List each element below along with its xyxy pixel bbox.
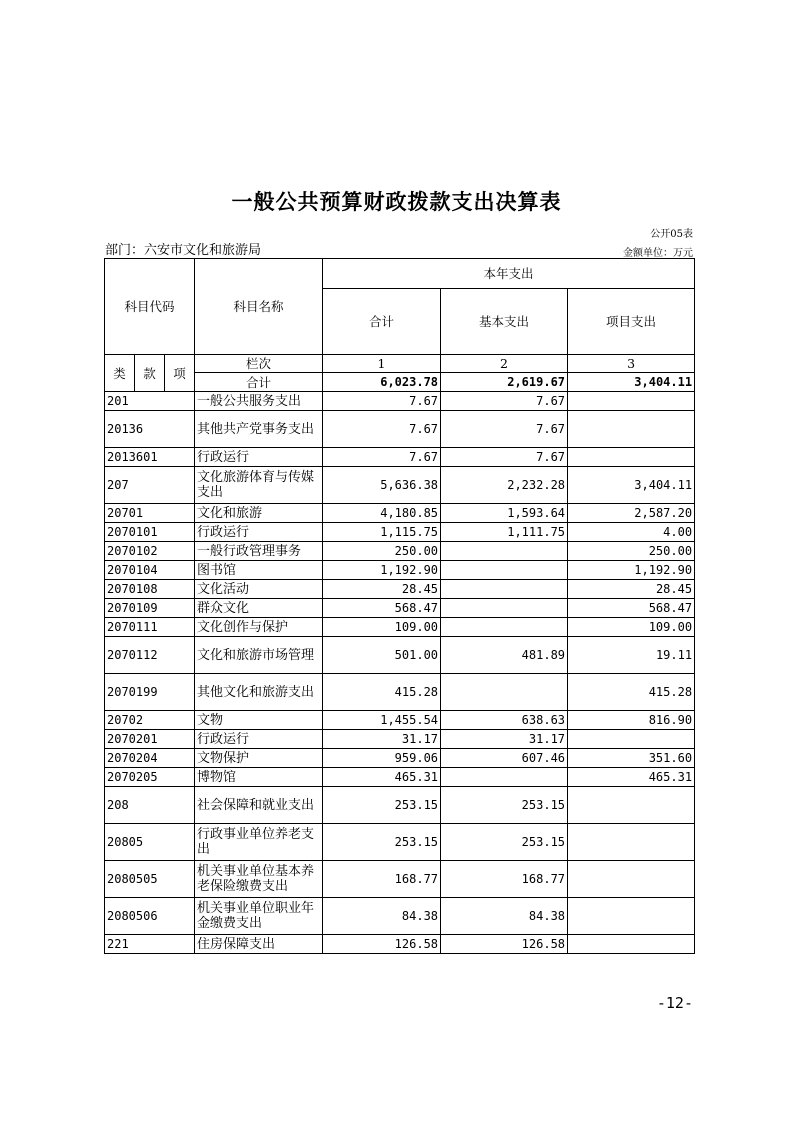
row-total: 501.00 [323, 637, 441, 674]
row-name: 群众文化 [195, 599, 323, 618]
table-row [105, 448, 695, 467]
row-total: 4,180.85 [323, 504, 441, 523]
table-row [105, 618, 695, 637]
table-row [105, 599, 695, 618]
row-basic: 638.63 [441, 711, 568, 730]
row-total: 5,636.38 [323, 467, 441, 504]
row-basic [441, 580, 568, 599]
header-basic: 基本支出 [441, 289, 568, 355]
row-total: 959.06 [323, 749, 441, 768]
row-name: 文化活动 [195, 580, 323, 599]
header-kuan: 款 [135, 355, 165, 392]
table-row [105, 935, 695, 954]
row-total: 109.00 [323, 618, 441, 637]
row-name: 文物保护 [195, 749, 323, 768]
total-row-label: 合计 [195, 373, 323, 392]
row-basic [441, 542, 568, 561]
row-total: 1,455.54 [323, 711, 441, 730]
row-name: 其他文化和旅游支出 [195, 674, 323, 711]
row-code: 201 [105, 392, 195, 411]
row-project: 109.00 [568, 618, 695, 637]
row-code: 2070199 [105, 674, 195, 711]
row-basic: 253.15 [441, 824, 568, 861]
row-basic: 2,232.28 [441, 467, 568, 504]
row-project: 465.31 [568, 768, 695, 787]
row-project: 1,192.90 [568, 561, 695, 580]
row-name: 博物馆 [195, 768, 323, 787]
row-project: 568.47 [568, 599, 695, 618]
row-name: 住房保障支出 [195, 935, 323, 954]
header-column-label: 栏次 [195, 355, 323, 373]
table-row [105, 542, 695, 561]
row-code: 2070205 [105, 768, 195, 787]
row-code: 2080506 [105, 898, 195, 935]
row-name: 行政运行 [195, 730, 323, 749]
table-row [105, 787, 695, 824]
row-project [568, 787, 695, 824]
row-name: 机关事业单位基本养老保险缴费支出 [195, 861, 323, 898]
row-code: 2070108 [105, 580, 195, 599]
row-name: 文化和旅游市场管理 [195, 637, 323, 674]
row-code: 2080505 [105, 861, 195, 898]
row-code: 2013601 [105, 448, 195, 467]
row-basic: 126.58 [441, 935, 568, 954]
row-basic [441, 768, 568, 787]
row-name: 一般公共服务支出 [195, 392, 323, 411]
row-code: 207 [105, 467, 195, 504]
row-project: 3,404.11 [568, 467, 695, 504]
row-basic [441, 618, 568, 637]
header-total: 合计 [323, 289, 441, 355]
row-total: 253.15 [323, 787, 441, 824]
page-title: 一般公共预算财政拨款支出决算表 [231, 190, 562, 214]
row-project [568, 824, 695, 861]
row-project: 19.11 [568, 637, 695, 674]
table-row [105, 861, 695, 898]
row-basic: 168.77 [441, 861, 568, 898]
row-basic: 31.17 [441, 730, 568, 749]
table-row [105, 523, 695, 542]
table-row [105, 711, 695, 730]
table-row [105, 768, 695, 787]
row-total: 253.15 [323, 824, 441, 861]
row-name: 一般行政管理事务 [195, 542, 323, 561]
row-code: 20701 [105, 504, 195, 523]
row-project: 351.60 [568, 749, 695, 768]
table-row [105, 392, 695, 411]
row-project: 816.90 [568, 711, 695, 730]
row-project [568, 861, 695, 898]
table-row [105, 749, 695, 768]
row-total: 250.00 [323, 542, 441, 561]
row-total: 168.77 [323, 861, 441, 898]
row-name: 行政运行 [195, 448, 323, 467]
header-xiang: 项 [165, 355, 195, 392]
row-project [568, 935, 695, 954]
table-row [105, 580, 695, 599]
row-total: 28.45 [323, 580, 441, 599]
header-lei: 类 [105, 355, 135, 392]
table-row [105, 674, 695, 711]
table-row [105, 730, 695, 749]
table-row [105, 637, 695, 674]
row-basic: 84.38 [441, 898, 568, 935]
unit-label: 金额单位：万元 [623, 248, 693, 259]
row-name: 文物 [195, 711, 323, 730]
row-total: 7.67 [323, 411, 441, 448]
row-code: 2070104 [105, 561, 195, 580]
row-code: 2070109 [105, 599, 195, 618]
table-row [105, 561, 695, 580]
total-row-basic: 2,619.67 [441, 373, 568, 392]
header-col-1: 1 [323, 355, 441, 373]
row-name: 社会保障和就业支出 [195, 787, 323, 824]
header-col-2: 2 [441, 355, 568, 373]
row-basic: 1,111.75 [441, 523, 568, 542]
row-total: 1,115.75 [323, 523, 441, 542]
header-code: 科目代码 [105, 259, 195, 355]
row-project: 28.45 [568, 580, 695, 599]
row-basic: 481.89 [441, 637, 568, 674]
row-total: 568.47 [323, 599, 441, 618]
header-current-year: 本年支出 [323, 259, 695, 289]
row-basic: 7.67 [441, 448, 568, 467]
row-code: 2070101 [105, 523, 195, 542]
row-code: 2070201 [105, 730, 195, 749]
row-project: 2,587.20 [568, 504, 695, 523]
row-name: 行政运行 [195, 523, 323, 542]
row-code: 20136 [105, 411, 195, 448]
row-total: 126.58 [323, 935, 441, 954]
row-project [568, 411, 695, 448]
row-name: 行政事业单位养老支出 [195, 824, 323, 861]
row-project: 4.00 [568, 523, 695, 542]
row-project: 415.28 [568, 674, 695, 711]
row-project: 250.00 [568, 542, 695, 561]
row-basic [441, 561, 568, 580]
row-name: 其他共产党事务支出 [195, 411, 323, 448]
department-label: 部门：六安市文化和旅游局 [105, 243, 262, 258]
row-total: 7.67 [323, 448, 441, 467]
page-number: -12- [656, 994, 693, 1012]
row-code: 2070204 [105, 749, 195, 768]
table-row [105, 824, 695, 861]
row-name: 文化创作与保护 [195, 618, 323, 637]
table-row [105, 898, 695, 935]
form-number: 公开05表 [650, 229, 693, 240]
row-basic [441, 674, 568, 711]
row-code: 2070111 [105, 618, 195, 637]
row-total: 465.31 [323, 768, 441, 787]
row-code: 20805 [105, 824, 195, 861]
row-project [568, 448, 695, 467]
row-total: 31.17 [323, 730, 441, 749]
row-total: 1,192.90 [323, 561, 441, 580]
row-name: 机关事业单位职业年金缴费支出 [195, 898, 323, 935]
row-code: 221 [105, 935, 195, 954]
row-code: 20702 [105, 711, 195, 730]
row-basic [441, 599, 568, 618]
table-row [105, 411, 695, 448]
header-col-3: 3 [568, 355, 695, 373]
row-total: 415.28 [323, 674, 441, 711]
row-basic: 607.46 [441, 749, 568, 768]
row-total: 84.38 [323, 898, 441, 935]
row-name: 图书馆 [195, 561, 323, 580]
row-basic: 1,593.64 [441, 504, 568, 523]
row-basic: 7.67 [441, 411, 568, 448]
row-code: 208 [105, 787, 195, 824]
total-row-project: 3,404.11 [568, 373, 695, 392]
row-project [568, 898, 695, 935]
row-project [568, 392, 695, 411]
row-basic: 7.67 [441, 392, 568, 411]
table-row [105, 504, 695, 523]
row-total: 7.67 [323, 392, 441, 411]
total-row-total: 6,023.78 [323, 373, 441, 392]
table-row [105, 467, 695, 504]
row-code: 2070102 [105, 542, 195, 561]
header-project: 项目支出 [568, 289, 695, 355]
row-name: 文化旅游体育与传媒支出 [195, 467, 323, 504]
expenditure-table [104, 258, 695, 954]
row-code: 2070112 [105, 637, 195, 674]
row-name: 文化和旅游 [195, 504, 323, 523]
row-project [568, 730, 695, 749]
row-basic: 253.15 [441, 787, 568, 824]
header-name: 科目名称 [195, 259, 323, 355]
